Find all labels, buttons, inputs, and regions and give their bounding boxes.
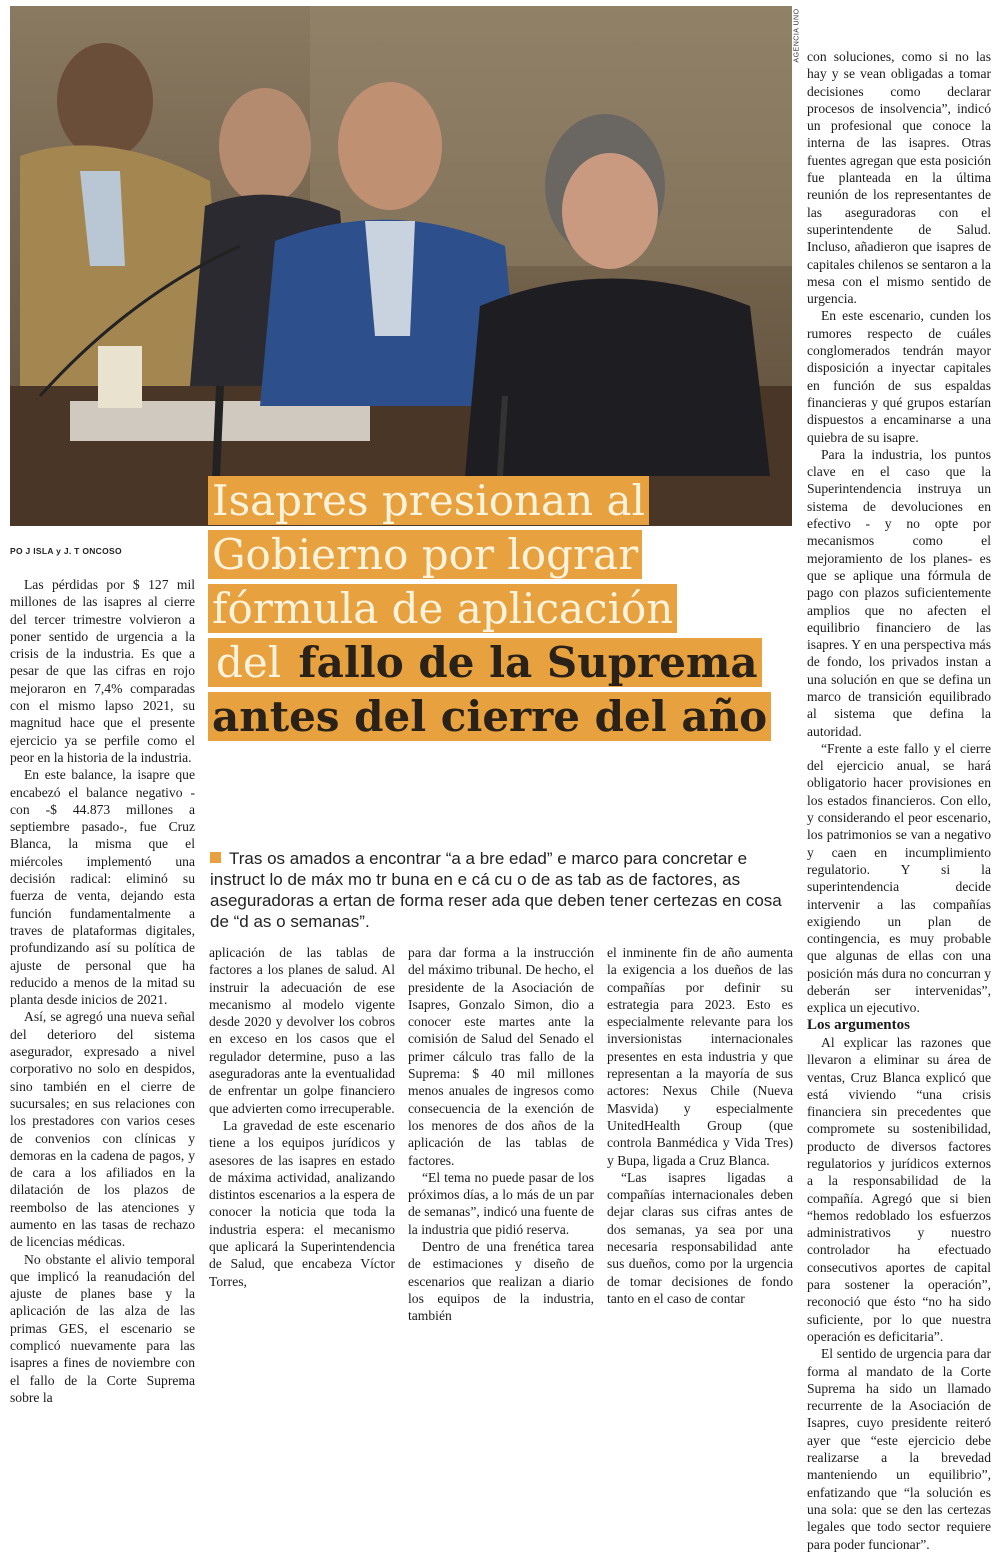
headline-text-4b: fallo de la Suprema — [298, 638, 758, 687]
photo-illustration — [10, 6, 792, 526]
column-2 — [209, 944, 395, 1290]
paragraph: La gravedad de este escenario tiene a los equipos jurídicos y asesores de las isapres en estado de máxima actividad, analizando distintos escenarios a la espera de conocer la noticia que toda la industria espera: el mecanismo que aplicará la Superintendencia de Salud, que encabeza Víctor Torres, — [209, 1117, 395, 1289]
headline-text-4a: del — [212, 638, 285, 687]
paragraph: el inminente fin de año aumenta la exigencia a los dueños de las compañías por definir su estrategia para 2023. Esto es especialmente relevante para los inversionistas internacionales presentes en esta industria y que representan a la mayoría de sus actores: Nexus Chile (Nueva Masvida) y especialmente UnitedHealth Group (que controla Banmédica y Vida Tres) y Bupa, ligada a Cruz Blanca. — [607, 945, 793, 1168]
news-photo — [10, 6, 792, 526]
paragraph: para dar forma a la instrucción del máximo tribunal. De hecho, el presidente de la Asociación de Isapres, Gonzalo Simon, dio a conocer este martes ante la comisión de Salud del Senado el primer cálculo tras fallo de la Suprema: $ 40 mil millones menos anuales de ingresos como consecuencia de la exención de los menores de dos años de la aplicación de las tablas de factores. — [408, 945, 594, 1168]
paragraph: con soluciones, como si no las hay y se vean obligadas a tomar decisiones como declarar procesos de insolvencia”, indicó un profesional que conoce la interna de las isapres. Otras fuentes agregan que esta posición fue planteada en la última reunión de los representantes de las aseguradoras con el superintendente de Salud. Incluso, añadieron que isapres de capitales chilenos se sentaron a la mesa con el mismo sentido de urgencia. — [807, 49, 991, 307]
paragraph: aplicación de las tablas de factores a los planes de salud. Al instruir la adecuación de ese mecanismo al modelo vigente desde 2020 y devolver los cobros en exceso en los casos que el regulador determine, puso a las aseguradoras ante la eventualidad de enfrentar un golpe financiero que advierten como irrecuperable. — [209, 945, 395, 1116]
headline-text-5: antes del cierre del año — [208, 692, 771, 741]
paragraph: En este escenario, cunden los rumores respecto de cuáles conglomerados tendrán mayor disposición a inyectar capitales en función de sus espaldas financieras y qué grupos estarían dispuestos a encaminarse a una quiebra de su isapre. — [807, 308, 991, 445]
paragraph: “Frente a este fallo y el cierre del ejercicio anual, se hará obligatorio hacer provisiones en los estados financieros. Con ello, y considerando el peor escenario, los patrimonios se van a negativo y caen en incumplimiento regulatorio. Y si la superintendencia decide intervenir a las compañías exigiendo un plan de contingencia, es muy probable que algunas de ellas con una posición más dura no concurran y deberán ser intervenidas”, explica un ejecutivo. — [807, 740, 991, 1016]
paragraph: El sentido de urgencia para dar forma al mandato de la Corte Suprema ha sido un llamado recurrente de la Asociación de Isapres, cuyo presidente reiteró ayer que “este ejercicio debe realizarse a la brevedad manteniendo un equilibrio”, enfatizando que “la solución es una sola: que se den las certezas legales que todo sector requiere para poder funcionar”. — [807, 1346, 991, 1552]
column-1 — [10, 576, 195, 1406]
paragraph: Para la industria, los puntos clave en el caso que la Superintendencia instruya un sistema de devoluciones en efectivo - y no opte por mecanismos como el mejoramiento de los planes- es que se aplique una fórmula de pago con plazos suficientemente amplios que no afecten el equilibrio financiero de las isapres. Y en una perspectiva más de fondo, los privados instan a una solución en que se defina un marco de transición equilibrado al sistema que defina la autoridad. — [807, 446, 991, 739]
column-3 — [408, 944, 594, 1325]
paragraph: Al explicar las razones que llevaron a eliminar su área de ventas, Cruz Blanca explicó que está viviendo “una crisis financiera sin precedentes que compromete su sostenibilidad, producto de diversos factores regulatorios y jurídicos externos a la responsabilidad de la compañía. Agregó que si bien “hemos redoblado los esfuerzos administrativos y nuestro controlador ha efectuado consecutivos aportes de capital para sostener la operación”, reconoció que ésto “no ha sido suficiente, por lo que nuestra operación es deficitaria”. — [807, 1034, 991, 1344]
headline-line-1 — [208, 475, 768, 527]
column-5 — [807, 48, 991, 1553]
lead-paragraph — [210, 848, 790, 932]
headline-text-3: fórmula de aplicación — [208, 584, 677, 633]
paragraph: Dentro de una frenética tarea de estimaciones y diseño de escenarios que realizan a diario los equipos de la industria, también — [408, 1239, 594, 1324]
paragraph: “Las isapres ligadas a compañías internacionales deben dejar claras sus cifras antes de dos semanas, ya sea por una necesaria responsabilidad ante sus dueños, como por la urgencia de tomar decisiones de fondo tanto en el caso de contar — [607, 1169, 793, 1306]
headline-line-4 — [208, 637, 768, 689]
paragraph: Así, se agregó una nueva señal del deterioro del sistema asegurador, expresado a nivel corporativo no solo en despidos, sino también en el cierre de sucursales; en sus relaciones con los prestadores con varios ceses de convenios con clínicas y demoras en la cadena de pagos, y de cara a los afiliados en la dilatación de los plazos de reembolso de las atenciones y aumento en las tasas de rechazo de licencias médicas. — [10, 1009, 195, 1250]
photo-credit-text: AGENCIA UNO — [793, 8, 801, 63]
paragraph: “El tema no puede pasar de los próximos días, a lo más de un par de semanas”, indicó una fuente de la industria que pidió reserva. — [408, 1169, 594, 1237]
lead-text: Tras os amados a encontrar “a a bre edad” e marco para concretar e instruct lo de máx mo tr buna en e cá cu o de as tab as de factores, as aseguradoras a ertan de forma reser ada que deben tener certezas en cosa de “d as o semanas”. — [210, 849, 782, 931]
headline-line-5 — [208, 691, 768, 743]
headline-line-3 — [208, 583, 768, 635]
headline-line-2 — [208, 529, 768, 581]
paragraph: En este balance, la isapre que encabezó el balance negativo -con -$ 44.873 millones a septiembre pasado-, fue Cruz Blanca, la misma que el miércoles implementó una decisión radical: eliminó su fuerza de venta, dejando esta función fundamentalmente a traves de plataformas digitales, profundizando así su política de ajuste de personal que ha reducido a menos de la mitad su planta desde inicios de 2021. — [10, 767, 195, 1008]
headline — [208, 475, 768, 745]
bullet-square-icon — [210, 852, 221, 863]
subheading: Los argumentos — [807, 1016, 910, 1033]
column-4 — [607, 944, 793, 1307]
paragraph: Las pérdidas por $ 127 mil millones de las isapres al cierre del tercer trimestre volvieron a poner sentido de urgencia a la crisis de la industria. Es que a pesar de que las cifras en rojo mejoraron en 7,4% comparadas con el mismo lapso 2021, su magnitud hace que el presente ejercicio ya se perfile como el peor en la historia de la industria. — [10, 577, 195, 765]
paragraph: No obstante el alivio temporal que implicó la reanudación del ajuste de planes base y la aplicación de las alza de las primas GES, el escenario se complicó nuevamente para las isapres a fines de noviembre con el fallo de la Corte Suprema sobre la — [10, 1251, 195, 1405]
headline-text-2: Gobierno por lograr — [208, 530, 642, 579]
byline: PO J ISLA y J. T ONCOSO — [10, 546, 122, 556]
headline-text-1: Isapres presionan al — [208, 476, 649, 525]
photo-credit — [792, 10, 806, 70]
